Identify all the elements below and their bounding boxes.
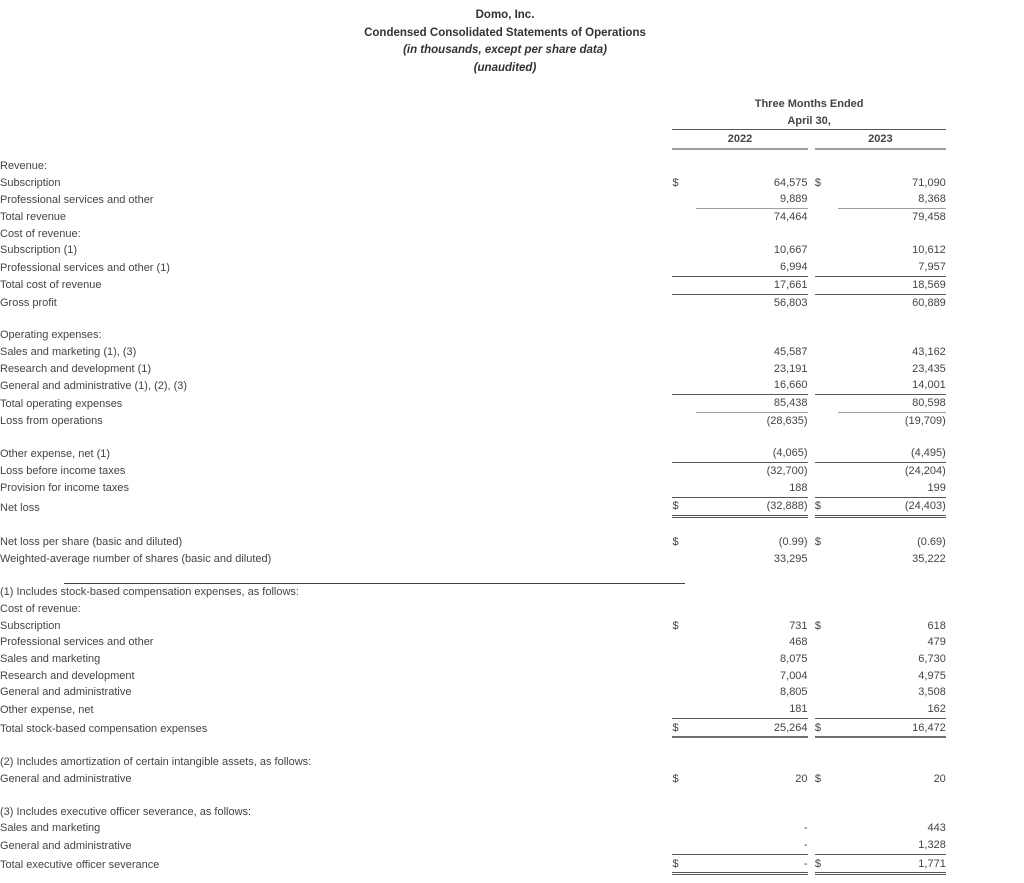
header-col-2023: 2023 [815,130,946,149]
row-value-2023 [838,226,946,243]
row-currency-2022 [672,259,695,276]
row-currency-2023 [815,634,838,651]
row-value-2023: 35,222 [912,552,946,565]
row-currency-2022 [672,377,695,394]
table-row [0,226,1024,243]
footnote-3-heading-row [0,804,1024,821]
table-row [0,497,1024,517]
row-currency-2022 [672,327,695,344]
table-row [0,412,1024,429]
row-currency-2023 [815,820,838,837]
row-currency-2022 [672,634,695,651]
row-value-2022: 8,805 [780,686,808,699]
row-label: Weighted-average number of shares (basic and diluted) [0,552,272,565]
row-value-2022 [696,601,808,618]
row-value-2022: 9,889 [696,191,808,208]
row-currency-2022 [672,191,695,208]
row-currency-2023: $ [814,772,822,785]
row-value-2022 [696,327,808,344]
row-label: Net loss [0,501,40,514]
footnote-1-heading-row [0,584,1024,601]
row-value-2023: 443 [927,822,946,835]
row-value-2022: (32,700) [696,463,808,480]
row-currency-2023 [815,294,838,311]
row-currency-2023 [815,601,838,618]
row-label: Total executive officer severance [0,859,160,872]
row-currency-2022: $ [672,497,695,517]
row-currency-2023: $ [814,536,822,549]
row-currency-2023 [815,480,838,497]
row-value-2023 [838,158,946,175]
row-value-2023: 23,435 [912,362,946,375]
row-currency-2023 [815,551,838,568]
row-value-2023: 618 [927,619,946,632]
row-value-2022: 468 [789,636,808,649]
row-currency-2023: $ [814,619,822,632]
table-row [0,837,1024,854]
row-currency-2022 [672,445,695,462]
row-currency-2023 [815,209,838,226]
row-value-2023: 80,598 [838,395,946,413]
row-value-2023 [838,327,946,344]
row-value-2022: 17,661 [696,276,808,294]
row-value-2022: 181 [789,703,808,716]
row-label: Professional services and other [0,193,154,206]
table-row [0,668,1024,685]
row-currency-2023: $ [815,718,838,737]
row-label: Professional services and other (1) [0,261,170,274]
row-currency-2022 [672,668,695,685]
row-value-2022: - [803,822,808,835]
table-row [0,276,1024,294]
row-label: General and administrative (1), (2), (3) [0,379,188,392]
audit-note: (unaudited) [473,61,537,74]
table-row [0,242,1024,259]
table-row [0,480,1024,497]
row-currency-2023 [815,445,838,462]
row-currency-2022 [672,601,695,618]
row-label: Operating expenses: [0,329,102,342]
row-label: Sales and marketing [0,822,101,835]
table-row [0,463,1024,480]
table-row [0,634,1024,651]
row-value-2022 [696,158,808,175]
row-currency-2023 [815,361,838,378]
row-label: Cost of revenue: [0,602,81,615]
row-label: Sales and marketing [0,652,101,665]
row-label: Net loss per share (basic and diluted) [0,536,183,549]
row-currency-2023 [815,463,838,480]
row-label: Professional services and other [0,636,154,649]
row-currency-2023 [815,276,838,294]
row-label: Research and development (1) [0,362,152,375]
statement-title: Condensed Consolidated Statements of Operations [364,26,646,39]
row-currency-2023: $ [815,497,838,517]
row-currency-2022: $ [672,619,679,632]
footnote-2-heading-row [0,754,1024,771]
row-label: Subscription [0,619,61,632]
row-value-2022 [696,226,808,243]
row-value-2023: (0.69) [917,536,946,549]
section-divider [0,567,1024,584]
row-value-2022: 16,660 [773,379,808,392]
row-value-2023: (4,495) [910,447,946,460]
row-label: Subscription (1) [0,244,78,257]
header-col-2022: 2022 [672,130,807,149]
row-currency-2023: $ [814,176,822,189]
footnote-1-heading: (1) Includes stock-based compensation expenses, as follows: [0,586,299,599]
row-currency-2023 [815,651,838,668]
row-label: Subscription [0,176,61,189]
row-value-2023: 79,458 [912,211,946,224]
header-year-row [0,130,1024,149]
table-row [0,618,1024,635]
row-value-2023: 1,328 [918,839,946,852]
row-currency-2023 [815,259,838,276]
row-value-2022: (4,065) [772,447,808,460]
row-currency-2022 [672,226,695,243]
row-currency-2023 [815,377,838,394]
header-date-label: April 30, [672,113,945,130]
table-row [0,191,1024,208]
table-row [0,601,1024,618]
row-label: Other expense, net (1) [0,447,111,460]
row-label: Provision for income taxes [0,482,129,495]
row-currency-2022 [672,551,695,568]
row-value-2022: 33,295 [773,552,808,565]
row-value-2023: 7,957 [918,261,946,274]
row-value-2023: (19,709) [904,414,946,427]
row-value-2022: (0.99) [778,536,808,549]
table-row [0,651,1024,668]
row-value-2022: (28,635) [766,414,808,427]
row-currency-2022 [672,294,695,311]
row-value-2022: 74,464 [773,211,808,224]
row-currency-2022 [672,837,695,854]
table-row [0,361,1024,378]
row-value-2022: (32,888) [696,497,808,517]
financial-statement-table [0,80,1024,875]
row-currency-2022 [672,463,695,480]
row-currency-2022 [672,158,695,175]
table-row [0,820,1024,837]
row-currency-2022 [672,684,695,701]
table-row [0,377,1024,394]
table-row [0,344,1024,361]
row-currency-2023 [815,837,838,854]
row-label: General and administrative [0,839,132,852]
table-row [0,854,1024,874]
row-currency-2023 [815,242,838,259]
row-currency-2023 [815,395,838,413]
row-currency-2023 [815,191,838,208]
row-value-2023: 10,612 [912,244,946,257]
row-label: Total revenue [0,211,67,224]
table-row [0,445,1024,462]
row-value-2023: 4,975 [918,669,946,682]
table-row [0,684,1024,701]
table-row [0,175,1024,192]
header-period-row [0,96,1024,113]
row-currency-2022: $ [672,718,695,737]
footnote-2-heading: (2) Includes amortization of certain intangible assets, as follows: [0,756,312,769]
row-currency-2022: $ [672,772,679,785]
row-currency-2022 [672,395,695,413]
row-currency-2023 [815,412,838,429]
table-row [0,534,1024,551]
row-value-2022: 7,004 [780,669,808,682]
row-currency-2022: $ [672,854,695,874]
table-row [0,395,1024,413]
row-value-2023: 43,162 [912,345,946,358]
row-value-2023: (24,403) [838,497,946,517]
row-value-2022: 8,075 [780,652,808,665]
row-value-2023: 18,569 [838,276,946,294]
row-currency-2022 [672,820,695,837]
company-name: Domo, Inc. [475,9,535,21]
header-date-row [0,113,1024,130]
row-value-2023: 3,508 [918,686,946,699]
row-currency-2022 [672,361,695,378]
row-value-2023: (24,204) [838,463,946,480]
row-label: Cost of revenue: [0,227,81,240]
table-row [0,327,1024,344]
row-currency-2023: $ [815,854,838,874]
footnote-3-heading: (3) Includes executive officer severance, as follows: [0,805,252,818]
row-label: Research and development [0,669,135,682]
row-currency-2022 [672,701,695,718]
row-value-2022: 731 [789,619,808,632]
row-currency-2022 [672,242,695,259]
row-label: Gross profit [0,296,57,309]
row-value-2023: 162 [927,703,946,716]
row-currency-2022 [672,412,695,429]
row-value-2022: 85,438 [696,395,808,413]
row-label: Total stock-based compensation expenses [0,722,208,735]
row-value-2022: 20 [795,772,808,785]
row-currency-2022: $ [672,536,679,549]
row-label: Sales and marketing (1), (3) [0,345,137,358]
table-row [0,209,1024,226]
row-label: Total cost of revenue [0,279,102,292]
row-currency-2023 [815,701,838,718]
table-row [0,259,1024,276]
row-value-2022: - [696,854,808,874]
row-label: General and administrative [0,772,132,785]
row-currency-2022 [672,480,695,497]
row-value-2023: 16,472 [838,718,946,737]
table-row [0,701,1024,718]
row-value-2022: - [803,839,808,852]
row-value-2023: 60,889 [838,294,946,311]
row-value-2023 [838,601,946,618]
row-currency-2023 [815,344,838,361]
row-value-2022: 188 [789,481,808,494]
table-row [0,294,1024,311]
row-value-2023: 199 [927,481,946,494]
row-value-2023: 1,771 [838,854,946,874]
row-label: Revenue: [0,159,48,172]
row-value-2023: 8,368 [838,191,946,208]
row-value-2022: 10,667 [773,244,808,257]
table-row [0,718,1024,737]
row-value-2022: 23,191 [773,362,808,375]
row-currency-2022: $ [672,176,679,189]
row-label: General and administrative [0,686,132,699]
row-currency-2023 [815,226,838,243]
table-row [0,551,1024,568]
row-value-2023: 6,730 [918,652,946,665]
row-currency-2023 [815,327,838,344]
row-currency-2023 [815,668,838,685]
row-label: Loss from operations [0,414,103,427]
table-row [0,771,1024,788]
row-value-2022: 6,994 [780,261,808,274]
row-value-2022: 56,803 [696,294,808,311]
row-currency-2022 [672,209,695,226]
row-value-2023: 71,090 [912,176,946,189]
row-value-2022: 64,575 [773,176,808,189]
row-label: Other expense, net [0,703,94,716]
row-currency-2022 [672,651,695,668]
units-note: (in thousands, except per share data) [403,44,607,56]
row-label: Loss before income taxes [0,465,126,478]
row-value-2023: 14,001 [912,379,946,392]
row-value-2022: 25,264 [696,718,808,737]
row-label: Total operating expenses [0,397,123,410]
row-value-2023: 20 [933,772,946,785]
row-value-2022: 45,587 [773,345,808,358]
row-currency-2022 [672,276,695,294]
row-currency-2023 [815,684,838,701]
row-value-2023: 479 [927,636,946,649]
header-period-label: Three Months Ended [754,98,864,110]
row-currency-2022 [672,344,695,361]
table-row [0,158,1024,175]
title-block [0,10,1010,74]
row-currency-2023 [815,158,838,175]
